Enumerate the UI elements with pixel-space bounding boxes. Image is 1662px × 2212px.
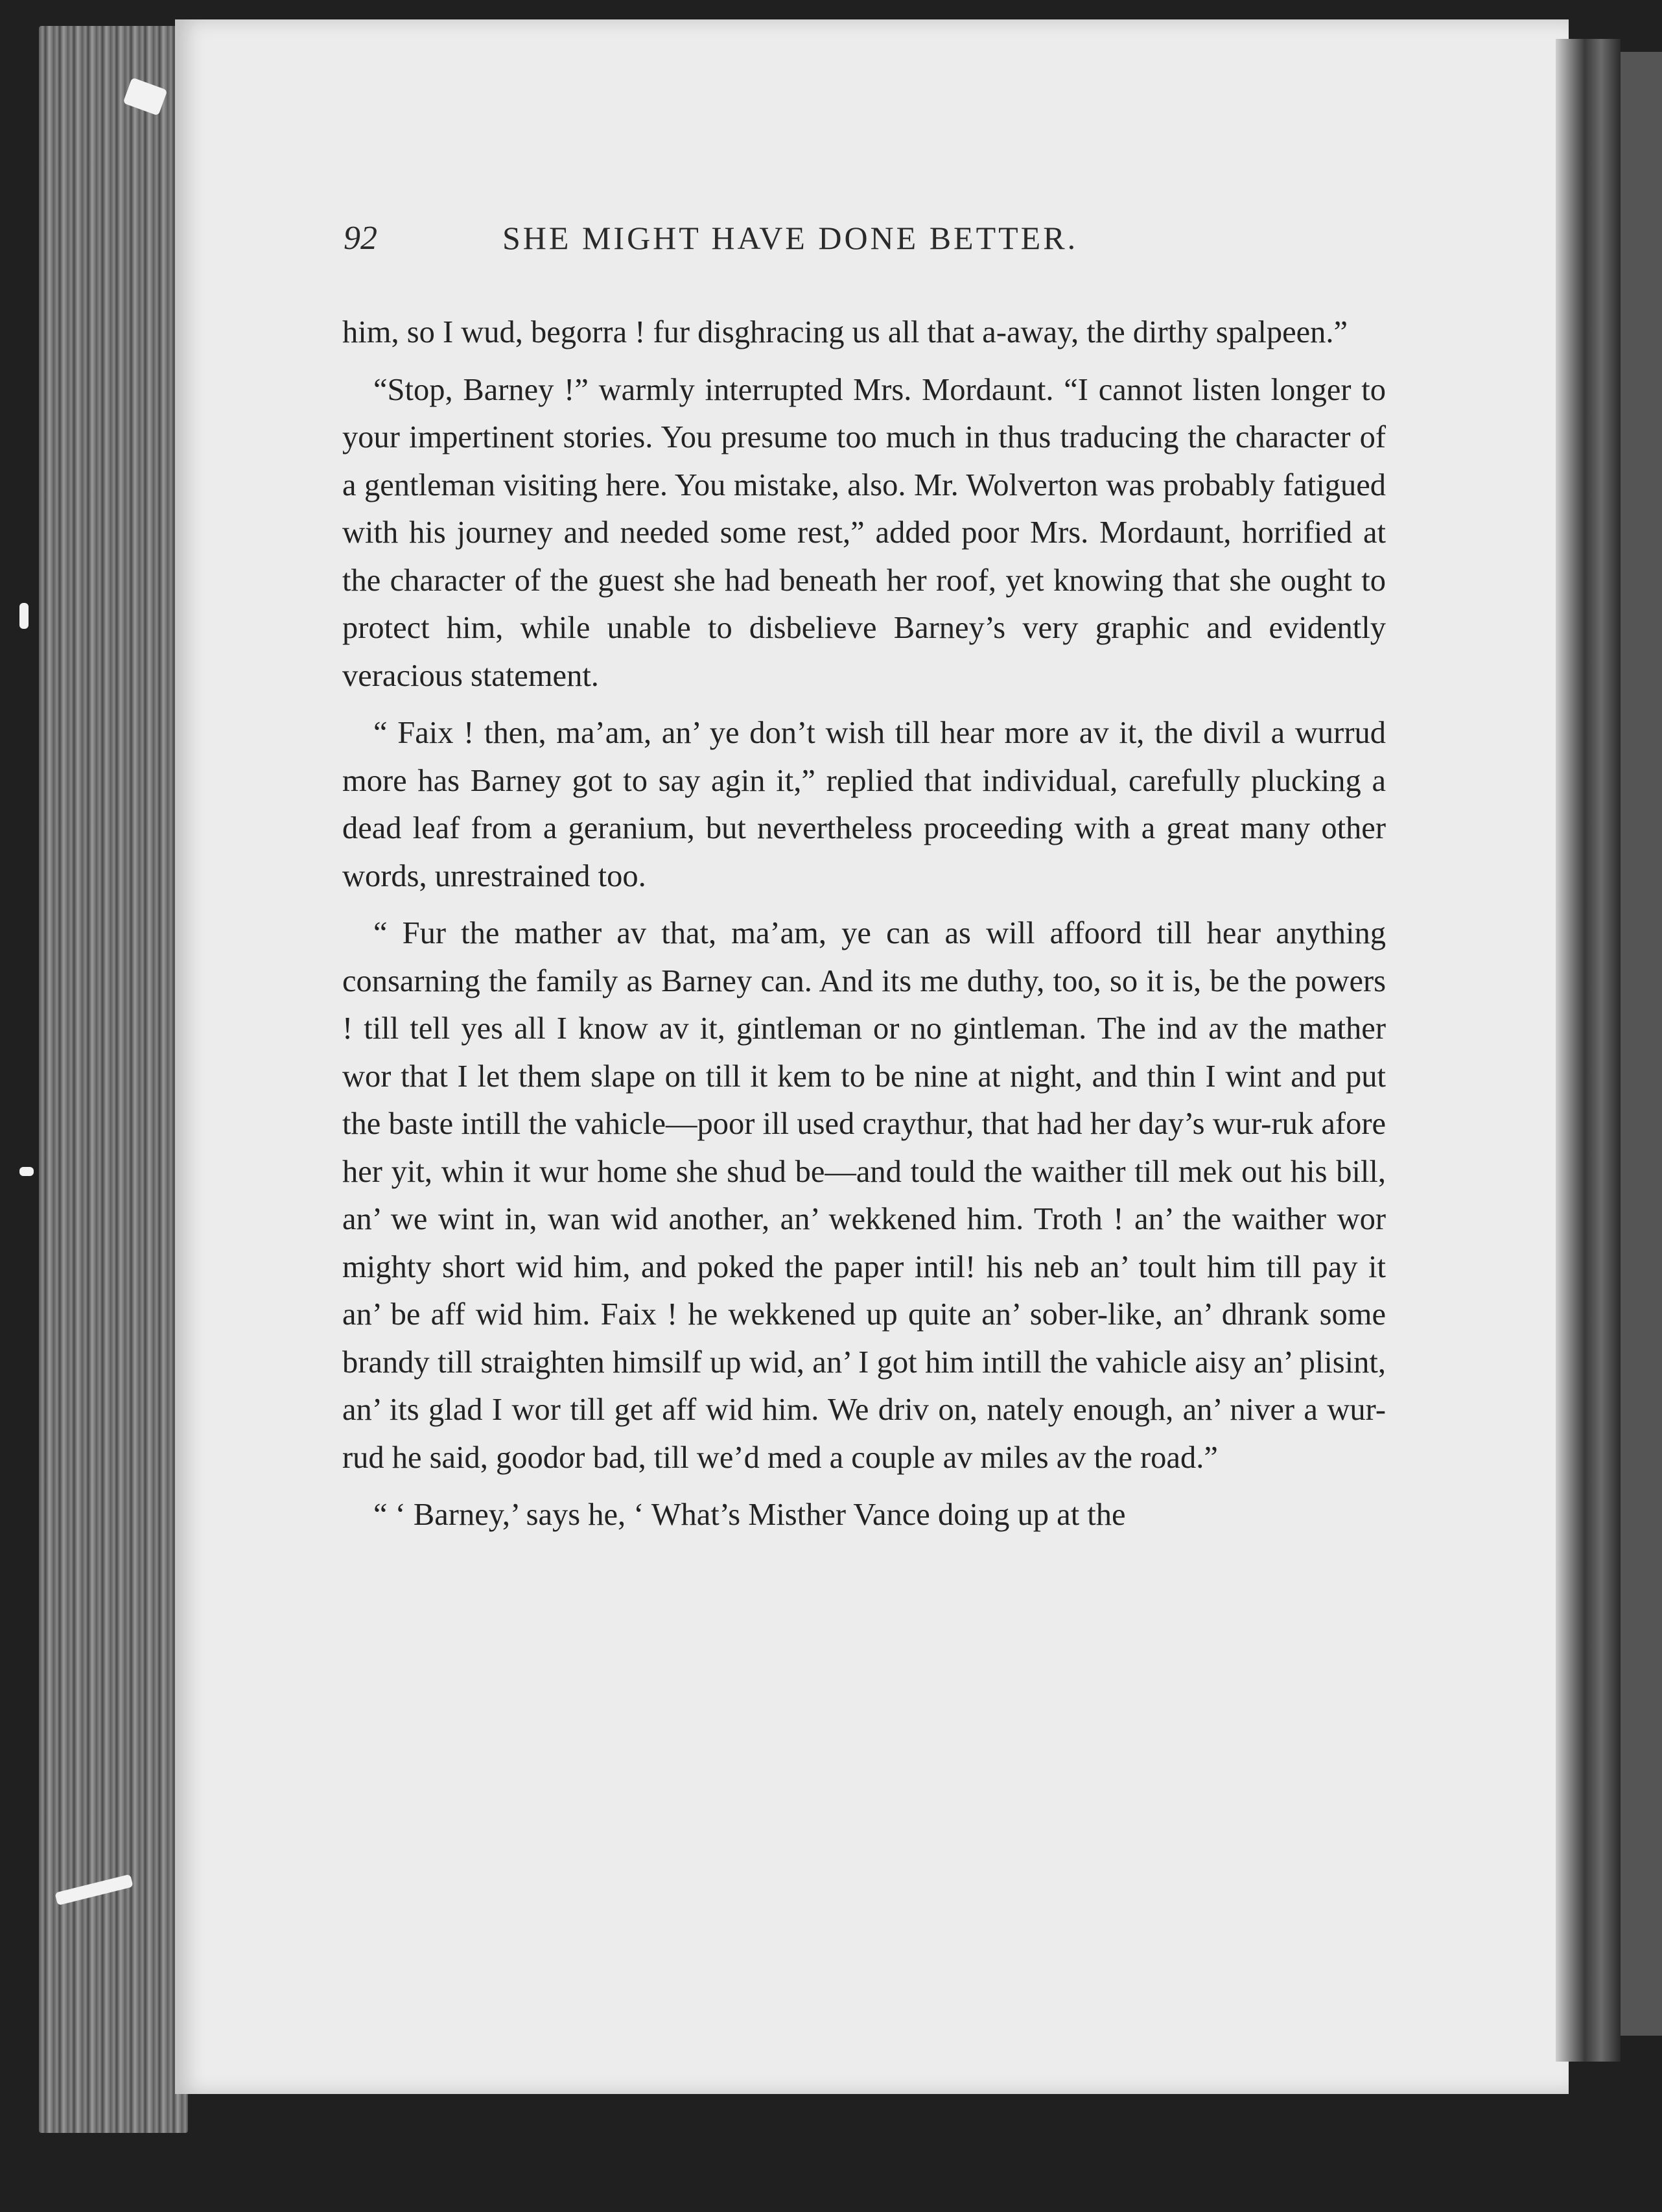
paragraph: him, so I wud, begorra ! fur disghracing us all that a-away, the dirthy spalpeen.” — [342, 315, 1348, 349]
margin-speck — [19, 603, 29, 629]
page-header — [344, 219, 1394, 271]
paragraph: “ ‘ Barney,’ says he, ‘ What’s Misther Vance doing up at the — [373, 1498, 1126, 1532]
book-spine-edge — [39, 26, 188, 2133]
facing-page-edge — [1621, 52, 1662, 2036]
body-text — [342, 309, 1386, 1539]
page-stack-edge-right — [1556, 39, 1621, 2062]
running-title: SHE MIGHT HAVE DONE BETTER. — [502, 220, 1079, 256]
margin-speck — [19, 1167, 34, 1176]
paragraph: “ Fur the mather av that, ma’am, ye can as will affoord till hear anything consarning the family as Barney can. And its me duthy, too, so it is, be the powers ! till tell yes all I know av it, gintleman or no gintleman. The ind av the mather wor that I let them slape on till it kem to be nine at night, and thin I wint and put the baste intill the vahicle—poor ill used craythur, that had her day’s wur-ruk afore her yit, whin it wur home she shud be—and tould the waither till mek out his bill, an’ we wint in, wan wid another, an’ wekkened him. Troth ! an’ the waither wor mighty short wid him, and poked the paper intil! his neb an’ toult him till pay it an’ be aff wid him. Faix ! he wekkened up quite an’ sober-like, an’ dhrank some brandy till straighten himsilf up wid, an’ I got him intill the vahicle aisy an’ plisint, an’ its glad I wor till get aff wid him. We driv on, nately enough, an’ niver a wur-rud he said, goodor bad, till we’d med a couple av miles av the road.” — [342, 916, 1386, 1475]
paragraph: “ Faix ! then, ma’am, an’ ye don’t wish till hear more av it, the divil a wurrud more has Barney got to say agin it,” replied that individual, carefully plucking a dead leaf from a geranium, but nevertheless proceeding with a great many other words, unrestrained too. — [342, 716, 1386, 893]
paragraph: “Stop, Barney !” warmly interrupted Mrs. Mordaunt. “I cannot listen longer to your impertinent stories. You presume too much in thus traducing the character of a gentleman visiting here. You mistake, also. Mr. Wolverton was probably fatigued with his journey and needed some rest,” added poor Mrs. Mordaunt, horrified at the character of the guest she had beneath her roof, yet knowing that she ought to protect him, while unable to disbelieve Barney’s very graphic and evidently veracious statement. — [342, 372, 1386, 693]
page-number: 92 — [344, 220, 377, 257]
